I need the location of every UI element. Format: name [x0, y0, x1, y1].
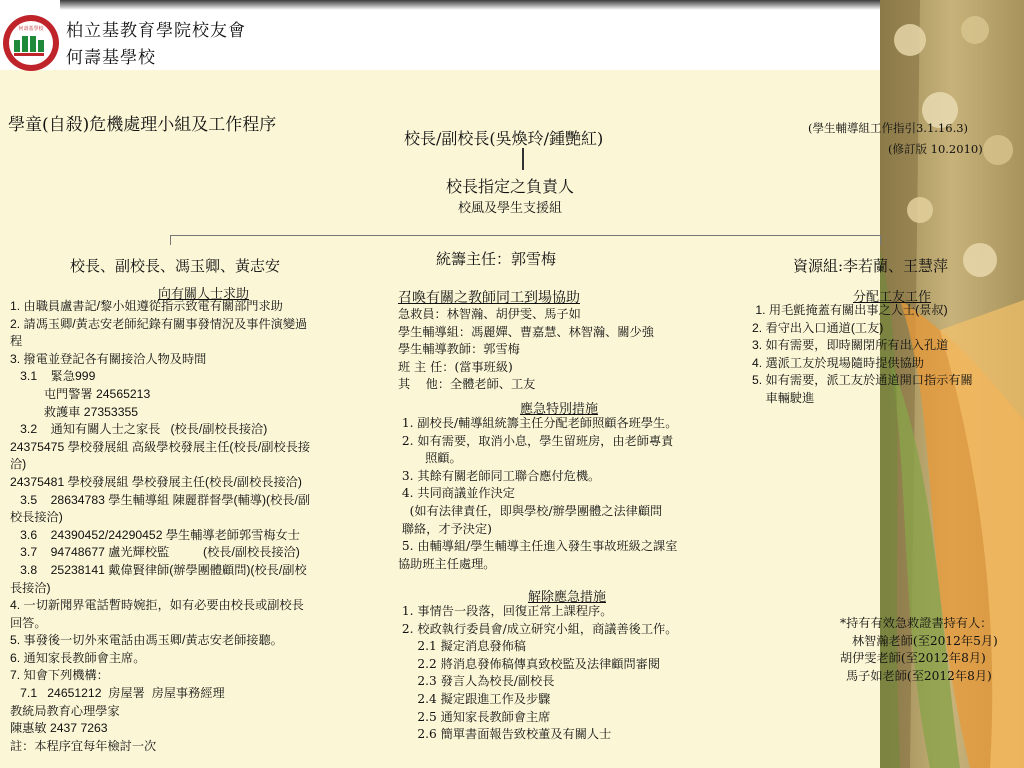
left-col-line: 3.8 25238141 戴偉賢律師(辦學團體顧問)(校長/副校: [10, 562, 307, 577]
release-line: 2. 校政執行委員會/成立研究小組，商議善後工作。: [398, 621, 678, 636]
right-col-line: 2. 看守出入口通道(工友): [752, 320, 884, 335]
left-col-line: 3.6 24390452/24290452 學生輔導老師郭雪梅女士: [10, 527, 300, 542]
left-col-line: 回答。: [10, 615, 47, 630]
release-line: 2.4 擬定跟進工作及步驟: [398, 691, 551, 706]
release-line: 2.1 擬定消息發佈稿: [398, 639, 526, 654]
emergency-title: 應急特別措施: [520, 402, 599, 417]
left-col-line: 4. 一切新聞界電話暫時婉拒，如有必要由校長或副校長: [10, 598, 304, 613]
summon-line: 學生輔導教師：郭雪梅: [398, 342, 520, 357]
right-col-title: 分配工友工作: [853, 290, 932, 305]
first-aid-line: 林智瀚老師(至2012年5月): [852, 633, 998, 648]
emergency-line: 2. 如有需要，取消小息，學生留班房，由老師專責: [398, 433, 674, 448]
right-col-line: 1. 用毛氈掩蓋有關出事之人士(景叔): [752, 303, 948, 317]
left-col-line: 24375475 學校發展組 高級學校發展主任(校長/副校長接: [10, 439, 311, 454]
emergency-body: [398, 415, 677, 573]
summon-line: 急救員：林智瀚、胡伊雯、馬子如: [398, 307, 581, 321]
summon-line: 其 他：全體老師、工友: [398, 377, 536, 392]
left-col-line: 24375481 學校發展組 學校發展主任(校長/副校長接洽): [10, 474, 302, 489]
release-line: 2.3 發言人為校長/副校長: [398, 674, 555, 689]
emergency-line: 協助班主任處理。: [398, 556, 496, 571]
header-shadow: [60, 0, 880, 10]
chart-connector-vertical: [522, 148, 524, 170]
left-col-line: 6. 通知家長教師會主席。: [10, 650, 146, 665]
school-name-line2: 何壽基學校: [66, 48, 156, 68]
left-col-line: 3.5 28634783 學生輔導組 陳麗群督學(輔導)(校長/副: [10, 492, 311, 507]
reference-line2: (修訂版 10.2010): [888, 142, 983, 156]
chart-top-node: 校長/副校長(吳煥玲/鍾艷紅): [404, 129, 604, 148]
left-col-line: 屯門警署 24565213: [10, 386, 151, 401]
school-name-line1: 柏立基教育學院校友會: [66, 21, 246, 41]
chart-connector-right: [880, 235, 881, 245]
right-col-line: 5. 如有需要，派工友於通道開口指示有關: [752, 373, 973, 388]
left-col-line: 陳惠敏 2437 7263: [10, 721, 108, 736]
right-col-line: 車輛駛進: [752, 390, 815, 405]
summon-line: 班 主 任：(當事班級): [398, 359, 513, 374]
summon-line: 學生輔導組：馮麗嬋、曹嘉慧、林智瀚、關少強: [398, 324, 654, 339]
left-col-line: 2. 請馮玉卿/黃志安老師紀錄有關事發情況及事件演變過: [10, 316, 308, 331]
left-col-line: 7.1 24651212 房屋署 房屋事務經理: [10, 686, 225, 701]
logo-text: 何壽基學校: [18, 26, 44, 32]
emergency-line: 照顧。: [398, 451, 462, 466]
first-aid-line: 馬子如老師(至2012年8月): [846, 668, 992, 683]
emergency-line: 5. 由輔導組/學生輔導主任進入發生事故班級之課室: [398, 539, 678, 554]
emergency-line: 聯絡，才予決定): [398, 521, 492, 536]
right-col-body: [752, 302, 973, 408]
left-col-line: 5. 事發後一切外來電話由馮玉卿/黃志安老師接聽。: [10, 633, 283, 648]
chart-designee-node: 校長指定之負責人: [446, 177, 575, 196]
right-col-line: 4. 選派工友於現場隨時提供協助: [752, 355, 924, 370]
chart-right-head: 資源組:李若蘭、王慧萍: [793, 257, 949, 275]
summon-title: 召喚有關之教師同工到場協助: [398, 290, 580, 306]
left-col-title: 向有關人士求助: [158, 287, 250, 302]
left-col-line: 3.7 94748677 盧光輝校監 (校長/副校長接洽): [10, 545, 300, 560]
chart-connector-left: [170, 235, 171, 245]
emergency-line: 3. 其餘有關老師同工聯合應付危機。: [398, 468, 601, 483]
chart-left-head: 校長、副校長、馮玉卿、黃志安: [70, 257, 281, 275]
emergency-line: (如有法律責任，即與學校/辦學團體之法律顧問: [398, 503, 663, 518]
left-col-line: 校長接洽): [10, 510, 63, 525]
emergency-line: 1. 副校長/輔導組統籌主任分配老師照顧各班學生。: [398, 416, 678, 430]
left-col-line: 長接洽): [10, 580, 51, 595]
chart-connector-horizontal: [170, 235, 880, 236]
left-col-line: 7. 知會下列機構：: [10, 668, 109, 683]
chart-center-head: 統籌主任：郭雪梅: [436, 250, 557, 268]
left-col-line: 救護車 27353355: [10, 404, 139, 419]
left-col-line: 洽): [10, 457, 27, 472]
left-col-line: 3. 撥電並登記各有關接洽人物及時間: [10, 351, 207, 366]
release-line: 2.5 通知家長教師會主席: [398, 709, 551, 724]
first-aid-note: [840, 615, 998, 685]
release-body: [398, 603, 677, 744]
first-aid-line: 胡伊雯老師(至2012年8月): [840, 651, 986, 666]
left-col-line: 3.2 通知有關人士之家長 (校長/副校長接洽): [10, 422, 268, 437]
right-col-line: 3. 如有需要，即時關閉所有出入孔道: [752, 338, 949, 353]
page-title: 學童(自殺)危機處理小組及工作程序: [8, 115, 277, 135]
left-col-line: 1. 由職員盧書記/黎小姐遵從指示致電有關部門求助: [10, 299, 283, 313]
left-col-line: 程: [10, 334, 23, 349]
release-line: 2.2 將消息發佈稿傳真致校監及法律顧問審閱: [398, 656, 661, 671]
release-title: 解除應急措施: [528, 590, 607, 605]
left-col-line: 教統局教育心理學家: [10, 703, 120, 718]
release-line: 2.6 簡單書面報告致校董及有關人士: [398, 727, 612, 742]
summon-body: [398, 306, 654, 394]
left-col-line: 3.1 緊急999: [10, 369, 96, 384]
release-line: 1. 事情告一段落，回復正常上課程序。: [398, 604, 613, 618]
reference-line1: (學生輔導組工作指引3.1.16.3): [808, 121, 969, 135]
emergency-line: 4. 共同商議並作決定: [398, 486, 515, 501]
first-aid-line: *持有有效急救證書持有人：: [840, 616, 993, 630]
left-col-body: [10, 298, 310, 755]
left-col-line: 註：本程序宜每年檢討一次: [10, 738, 157, 753]
chart-designee-sub: 校風及學生支援組: [458, 201, 563, 216]
school-logo: [2, 14, 60, 72]
